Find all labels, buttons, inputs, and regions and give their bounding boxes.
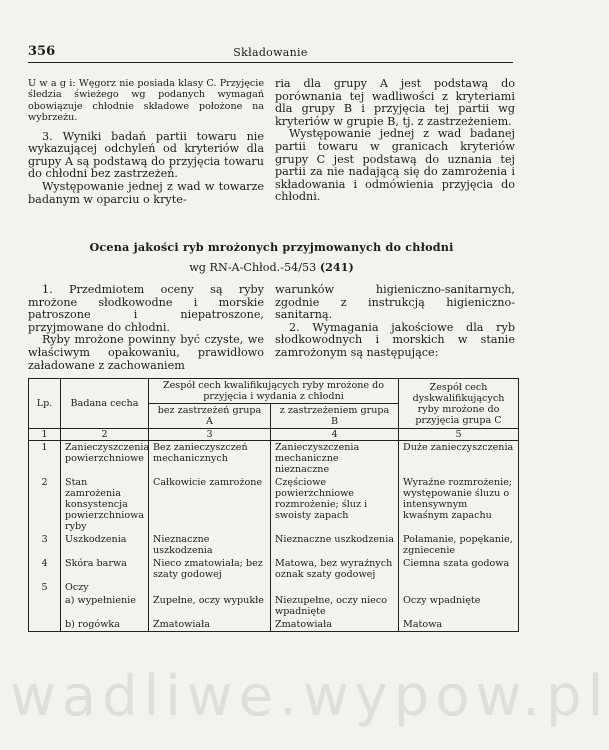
group-b-cell bbox=[271, 581, 399, 594]
paragraph-subject: 1. Przedmiotem oceny są ryby mrożone słodkowodne i morskie patroszone i niepatroszone, przyjmowane do chłodni. bbox=[28, 283, 264, 334]
group-b-cell: Nieznaczne uszkodzenia bbox=[271, 533, 399, 557]
feature-cell: Uszkodzenia bbox=[61, 533, 149, 557]
paragraph-hygiene: warunków higieniczno-sanitarnych, zgodnie z instrukcją higieniczno-sanitarną. bbox=[275, 283, 515, 322]
group-c-cell: Duże zanieczyszczenia bbox=[399, 441, 519, 477]
table-header-row bbox=[29, 379, 519, 404]
group-a-cell bbox=[149, 581, 271, 594]
group-c-cell: Ciemna szata godowa bbox=[399, 557, 519, 581]
running-title: Składowanie bbox=[233, 46, 308, 59]
feature-cell: Zanieczyszczenia powierzchniowe bbox=[61, 441, 149, 477]
row-number: 3 bbox=[29, 533, 61, 557]
table-row bbox=[29, 618, 519, 632]
left-column-top bbox=[28, 78, 264, 206]
left-column-bottom bbox=[28, 284, 264, 372]
group-b-cell: Niezupełne, oczy nieco wpadnięte bbox=[271, 594, 399, 618]
table-row bbox=[29, 476, 519, 533]
table-row bbox=[29, 557, 519, 581]
column-number: 1 bbox=[29, 429, 61, 441]
right-column-top bbox=[275, 78, 515, 204]
row-number: 4 bbox=[29, 557, 61, 581]
quality-table bbox=[28, 378, 519, 632]
table-row bbox=[29, 441, 519, 477]
header-lp: Lp. bbox=[29, 379, 61, 429]
row-number bbox=[29, 594, 61, 618]
section-title: Ocena jakości ryb mrożonych przyjmowanych do chłodni bbox=[89, 240, 454, 254]
right-column-bottom bbox=[275, 284, 515, 360]
group-c-cell: Oczy wpadnięte bbox=[399, 594, 519, 618]
group-c-cell: Połamanie, popękanie, zgniecenie bbox=[399, 533, 519, 557]
column-number: 2 bbox=[61, 429, 149, 441]
row-number: 1 bbox=[29, 441, 61, 477]
column-number-row bbox=[29, 429, 519, 441]
row-number bbox=[29, 618, 61, 632]
header-group-c: Zespół cech dyskwalifikujących ryby mrożone do przyjęcia grupa C bbox=[399, 379, 519, 429]
header-feature: Badana cecha bbox=[61, 379, 149, 429]
group-c-cell: Matowa bbox=[399, 618, 519, 632]
feature-cell: Skóra barwa bbox=[61, 557, 149, 581]
paragraph-group-c: Występowanie jednej z wad badanej partii towaru w granicach kryteriów grupy C jest podstawą do uznania tej partii za nie nadającą się do zamrożenia i składowania i odmówienia przyjęcia do chłodni. bbox=[275, 127, 515, 204]
feature-cell: a) wypełnienie bbox=[61, 594, 149, 618]
paragraph-3: 3. Wyniki badań partii towaru nie wykazującej odchyleń od kryteriów dla grupy A są podstawą do przyjęcia towaru do chłodni bez zastrzeżeń. bbox=[28, 129, 264, 181]
group-b-cell: Matowa, bez wyraźnych oznak szaty godowej bbox=[271, 557, 399, 581]
row-number: 5 bbox=[29, 581, 61, 594]
paragraph-requirements: 2. Wymagania jakościowe dla ryb słodkowodnych i morskich w stanie zamrożonym są następujące: bbox=[275, 320, 515, 359]
column-number: 4 bbox=[271, 429, 399, 441]
header-group-a: bez zastrzeżeń grupa A bbox=[149, 404, 271, 429]
group-c-cell bbox=[399, 581, 519, 594]
page-number: 356 bbox=[28, 44, 56, 59]
watermark: wadliwe.wypow.pl bbox=[10, 664, 609, 729]
paragraph-4: Występowanie jednej z wad w towarze badanym w oparciu o kryte- bbox=[28, 180, 264, 206]
column-number: 5 bbox=[399, 429, 519, 441]
group-a-cell: Zupełne, oczy wypukłe bbox=[149, 594, 271, 618]
note-paragraph: U w a g i: Węgorz nie posiada klasy C. Przyjęcie śledzia świeżego wg podanych wymagań obowiązuje chłodnie składowe położone na wybrzeżu. bbox=[28, 78, 264, 124]
section-subtitle bbox=[28, 260, 515, 274]
feature-cell: Stan zamrożenia konsystencja powierzchniowa ryby bbox=[61, 476, 149, 533]
page-header bbox=[28, 44, 513, 63]
header-group-b: z zastrzeżeniem grupa B bbox=[271, 404, 399, 429]
group-c-cell: Wyraźne rozmrożenie; występowanie śluzu o intensywnym kwaśnym zapachu bbox=[399, 476, 519, 533]
feature-cell: b) rogówka bbox=[61, 618, 149, 632]
row-number: 2 bbox=[29, 476, 61, 533]
group-a-cell: Bez zanieczyszczeń mechanicznych bbox=[149, 441, 271, 477]
group-a-cell: Całkowicie zamrożone bbox=[149, 476, 271, 533]
paragraph-continued: ria dla grupy A jest podstawą do porównania tej wadliwości z kryteriami dla grupy B i przyjęcia tej partii wg kryteriów w grupie B, tj. z zastrzeżeniem. bbox=[275, 77, 515, 128]
table-row bbox=[29, 533, 519, 557]
group-a-cell: Nieznaczne uszkodzenia bbox=[149, 533, 271, 557]
group-a-cell: Zmatowiała bbox=[149, 618, 271, 632]
column-number: 3 bbox=[149, 429, 271, 441]
paragraph-clean: Ryby mrożone powinny być czyste, we właściwym opakowaniu, prawidłowo załadowane z zachowaniem bbox=[28, 333, 264, 372]
table-row bbox=[29, 581, 519, 594]
header-qualifying: Zespół cech kwalifikujących ryby mrożone do przyjęcia i wydania z chłodni bbox=[149, 379, 399, 404]
section-number: (241) bbox=[319, 260, 354, 274]
group-a-cell: Nieco zmatowiała; bez szaty godowej bbox=[149, 557, 271, 581]
standard-reference: wg RN-A-Chłod.-54/53 bbox=[189, 261, 317, 274]
group-b-cell: Zanieczyszczenia mechaniczne nieznaczne bbox=[271, 441, 399, 477]
feature-cell: Oczy bbox=[61, 581, 149, 594]
group-b-cell: Zmatowiała bbox=[271, 618, 399, 632]
table-row bbox=[29, 594, 519, 618]
group-b-cell: Częściowe powierzchniowe rozmrożenie; śluz i swoisty zapach bbox=[271, 476, 399, 533]
